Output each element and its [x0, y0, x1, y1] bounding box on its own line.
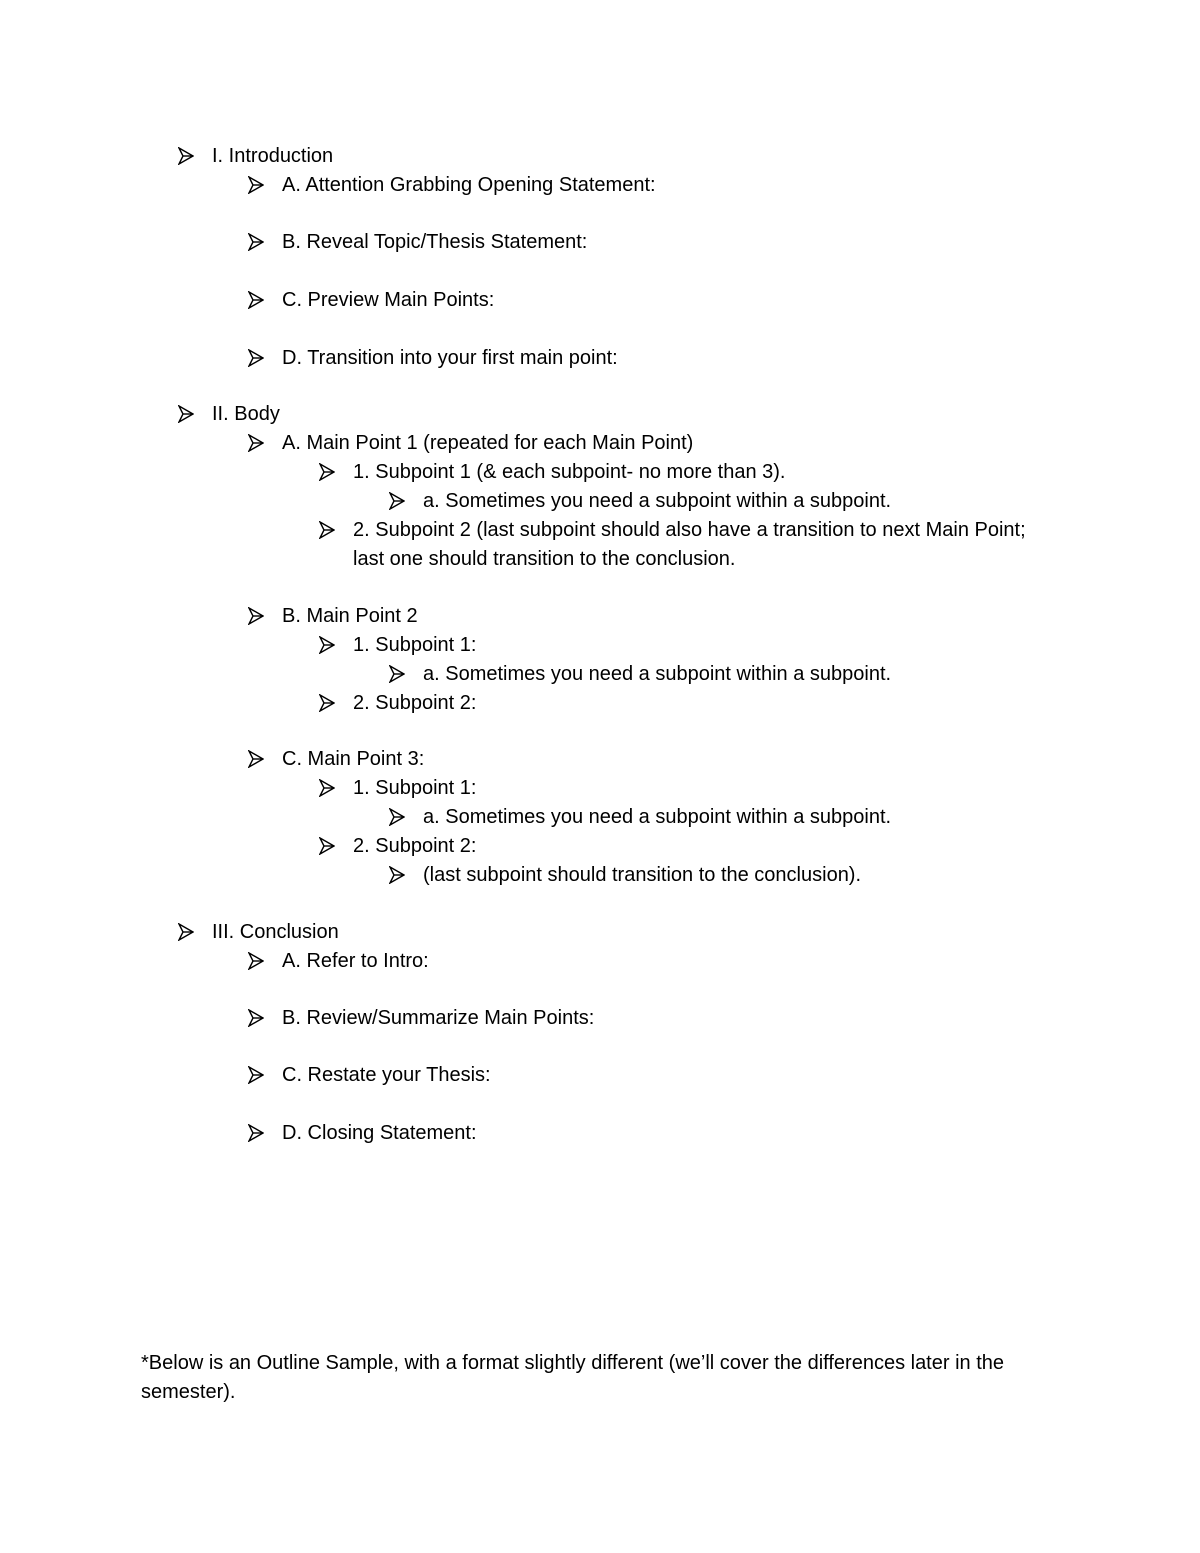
- item-text: a. Sometimes you need a subpoint within a subpoint.: [423, 663, 892, 685]
- outline-item: [248, 1119, 477, 1148]
- item-text: C. Preview Main Points:: [282, 289, 495, 311]
- arrowhead-bullet-icon: [319, 463, 335, 481]
- item-text: 1. Subpoint 1 (& each subpoint- no more than 3).: [353, 461, 786, 483]
- arrowhead-bullet-icon: [389, 866, 405, 884]
- heading-text: II. Body: [212, 403, 280, 425]
- arrowhead-bullet-icon: [319, 694, 335, 712]
- heading-text: III. Conclusion: [212, 921, 339, 943]
- subsubpoint-item: [389, 487, 891, 516]
- subpoint-item: [319, 774, 476, 803]
- item-text: 2. Subpoint 2:: [353, 692, 477, 714]
- arrowhead-bullet-icon: [389, 665, 405, 683]
- item-text: A. Main Point 1 (repeated for each Main Point): [282, 432, 694, 454]
- item-text: B. Reveal Topic/Thesis Statement:: [282, 231, 588, 253]
- arrowhead-bullet-icon: [389, 808, 405, 826]
- outline-heading-conclusion: [178, 918, 339, 947]
- item-text: D. Transition into your first main point:: [282, 347, 618, 369]
- arrowhead-bullet-icon: [319, 636, 335, 654]
- subsubpoint-item: [389, 660, 891, 689]
- outline-item: [248, 1004, 594, 1033]
- item-text: 2. Subpoint 2 (last subpoint should also have a transition to next Main Point; last one should transition to the conclusion.: [353, 519, 1026, 570]
- arrowhead-bullet-icon: [248, 434, 264, 452]
- arrowhead-bullet-icon: [178, 405, 194, 423]
- arrowhead-bullet-icon: [319, 521, 335, 539]
- arrowhead-bullet-icon: [248, 1124, 264, 1142]
- item-text: 2. Subpoint 2:: [353, 835, 477, 857]
- item-text: B. Main Point 2: [282, 605, 418, 627]
- arrowhead-bullet-icon: [389, 492, 405, 510]
- outline-item: [248, 228, 587, 257]
- subpoint-item: [319, 832, 476, 861]
- arrowhead-bullet-icon: [248, 233, 264, 251]
- arrowhead-bullet-icon: [248, 349, 264, 367]
- outline-heading-introduction: [178, 142, 333, 171]
- main-point-item: [248, 745, 424, 774]
- item-text: 1. Subpoint 1:: [353, 777, 477, 799]
- arrowhead-bullet-icon: [248, 607, 264, 625]
- arrowhead-bullet-icon: [248, 176, 264, 194]
- item-text: A. Refer to Intro:: [282, 950, 429, 972]
- arrowhead-bullet-icon: [248, 1009, 264, 1027]
- outline-heading-body: [178, 400, 280, 429]
- item-text: C. Restate your Thesis:: [282, 1064, 491, 1086]
- subpoint-item: [319, 458, 786, 487]
- outline-item: [248, 947, 429, 976]
- arrowhead-bullet-icon: [248, 750, 264, 768]
- heading-text: I. Introduction: [212, 145, 334, 167]
- item-text: C. Main Point 3:: [282, 748, 425, 770]
- arrowhead-bullet-icon: [319, 837, 335, 855]
- main-point-item: [248, 602, 418, 631]
- arrowhead-bullet-icon: [178, 147, 194, 165]
- arrowhead-bullet-icon: [319, 779, 335, 797]
- outline-item: [248, 286, 494, 315]
- outline-item: [248, 1061, 491, 1090]
- subpoint-item: [319, 516, 1039, 574]
- item-text: (last subpoint should transition to the conclusion).: [423, 864, 862, 886]
- footnote-text: *Below is an Outline Sample, with a format slightly different (we’ll cover the differences later in the semester).: [141, 1352, 1005, 1403]
- subsubpoint-item: [389, 803, 891, 832]
- outline-item: [248, 171, 656, 200]
- item-text: D. Closing Statement:: [282, 1122, 477, 1144]
- item-text: a. Sometimes you need a subpoint within a subpoint.: [423, 490, 892, 512]
- item-text: A. Attention Grabbing Opening Statement:: [282, 174, 656, 196]
- item-text: 1. Subpoint 1:: [353, 634, 477, 656]
- main-point-item: [248, 429, 693, 458]
- item-text: a. Sometimes you need a subpoint within a subpoint.: [423, 806, 892, 828]
- subsubpoint-item: [389, 861, 861, 890]
- arrowhead-bullet-icon: [248, 952, 264, 970]
- item-text: B. Review/Summarize Main Points:: [282, 1007, 595, 1029]
- arrowhead-bullet-icon: [248, 1066, 264, 1084]
- outline-item: [248, 344, 618, 373]
- arrowhead-bullet-icon: [178, 923, 194, 941]
- subpoint-item: [319, 689, 476, 718]
- arrowhead-bullet-icon: [248, 291, 264, 309]
- subpoint-item: [319, 631, 476, 660]
